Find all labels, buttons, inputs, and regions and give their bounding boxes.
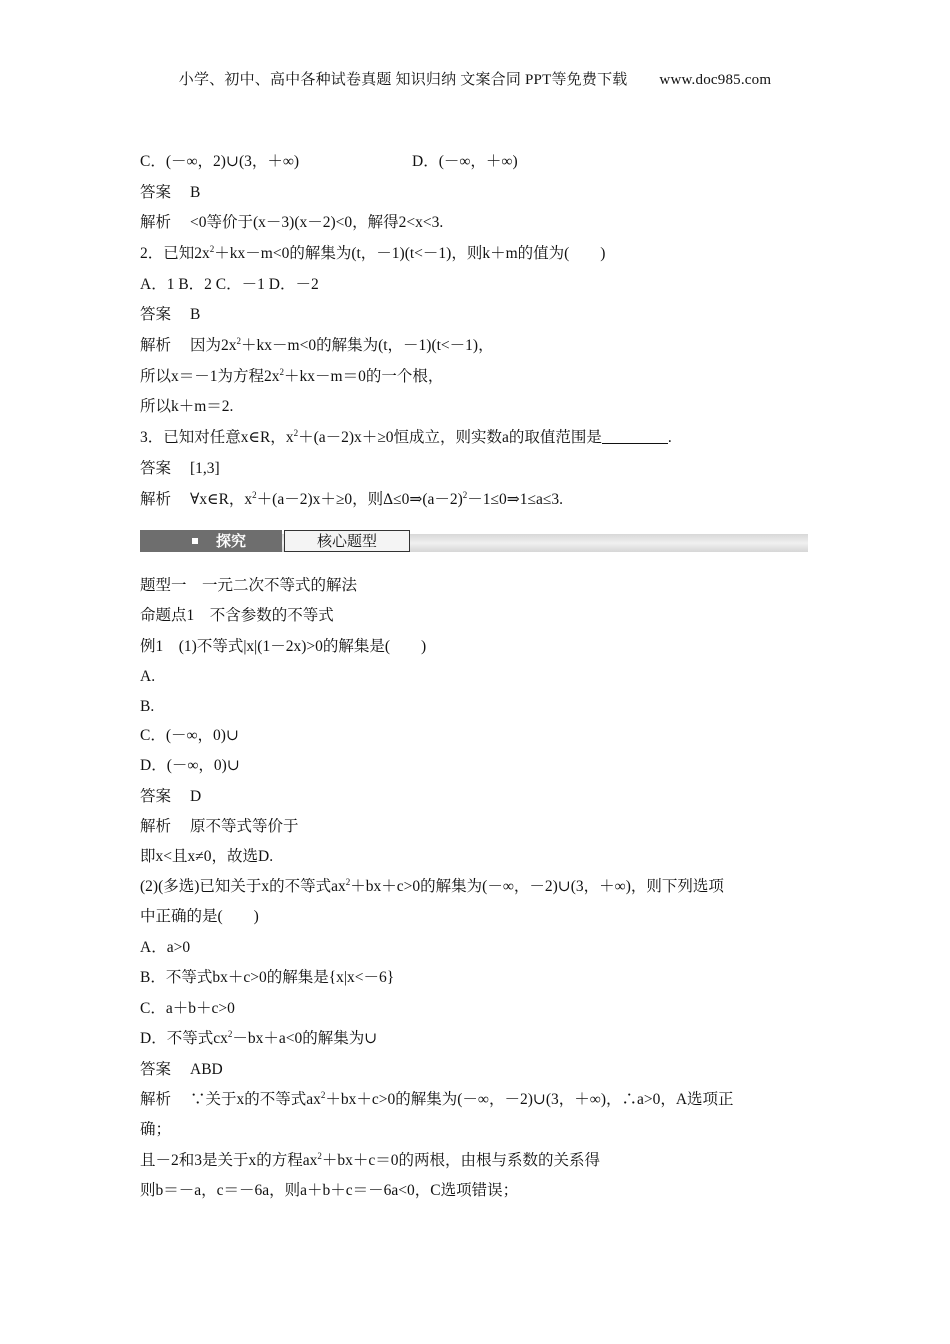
section-banner [140, 530, 808, 556]
exponent: 2 [227, 1029, 233, 1039]
banner-dark-block [140, 530, 282, 552]
q1-analysis [140, 213, 443, 233]
answer-tag: 答案 [140, 460, 172, 477]
header-site: www.doc985.com [659, 72, 772, 88]
ex2-option-a: A．a>0 [140, 939, 191, 956]
q2-analysis-part2: ＋kx－m<0的解集为(t，－1)(t<－1)， [241, 337, 494, 354]
q2-stem [140, 244, 605, 264]
q1-answer-value: B [190, 184, 201, 201]
q2-stem-part1: 2．已知2x [140, 245, 210, 262]
ex2-analysis-line2: 确； [140, 1121, 172, 1138]
exponent: 2 [462, 490, 468, 500]
ex1-answer-value: D [190, 788, 202, 805]
page-header [0, 68, 950, 89]
ex2-analysis-line3 [140, 1151, 600, 1171]
ex2-stem-part1: (2)(多选)已知关于x的不等式ax [140, 878, 346, 895]
ex1-option-b: B. [140, 698, 155, 715]
ex1-analysis-text: 原不等式等价于 [190, 818, 299, 835]
ex2-stem-part2: ＋bx＋c>0的解集为(－∞，－2)∪(3，＋∞)，则下列选项 [350, 878, 724, 895]
q2-line2-part2: ＋kx－m＝0的一个根， [284, 368, 444, 385]
ex1-stem: 例1 (1)不等式|x|(1－2x)>0的解集是( ) [140, 638, 427, 655]
q2-stem-part2: ＋kx－m<0的解集为(t，－1)(t<－1)，则k＋m的值为( ) [214, 245, 606, 262]
q1-analysis-text: <0等价于(x－3)(x－2)<0，解得2<x<3. [190, 214, 444, 231]
q1-option-c: C．(－∞，2)∪(3，＋∞) [140, 153, 300, 170]
ex2-option-d [140, 1029, 377, 1049]
exponent: 2 [293, 428, 299, 438]
q2-line2-part1: 所以x＝－1为方程2x [140, 368, 280, 385]
ex2-stem [140, 877, 724, 897]
ex1-option-c: C．(－∞，0)∪ [140, 727, 239, 744]
ex1-answer [140, 787, 201, 807]
analysis-tag: 解析 [140, 818, 172, 835]
ex2-analysis-line4: 则b＝－a，c＝－6a，则a＋b＋c＝－6a<0，C选项错误； [140, 1182, 519, 1199]
answer-tag: 答案 [140, 1061, 172, 1078]
point-title: 命题点1 不含参数的不等式 [140, 607, 334, 624]
type-title: 题型一 一元二次不等式的解法 [140, 577, 358, 594]
q1-options [140, 152, 518, 172]
q3-stem-part1: 3．已知对任意x∈R，x [140, 429, 294, 446]
q2-answer [140, 305, 200, 325]
header-text: 小学、初中、高中各种试卷真题 知识归纳 文案合同 PPT等免费下载 [178, 72, 628, 88]
q2-analysis-line2 [140, 367, 443, 387]
ex2-option-b: B．不等式bx＋c>0的解集是{x|x<－6} [140, 969, 395, 986]
analysis-tag: 解析 [140, 214, 172, 231]
ex2-stem-line2: 中正确的是( ) [140, 908, 259, 925]
answer-blank [602, 429, 668, 444]
q2-options: A．1 B．2 C．－1 D．－2 [140, 276, 319, 293]
banner-label-right: 核心题型 [284, 530, 410, 552]
q3-stem-part2: ＋(a－2)x＋≥0恒成立，则实数a的取值范围是 [298, 429, 602, 446]
exponent: 2 [209, 244, 215, 254]
analysis-tag: 解析 [140, 337, 172, 354]
exponent: 2 [345, 877, 351, 887]
analysis-tag: 解析 [140, 1091, 172, 1108]
answer-tag: 答案 [140, 788, 172, 805]
q3-answer [140, 459, 220, 479]
q3-analysis [140, 490, 563, 510]
ex1-option-a: A. [140, 668, 156, 685]
answer-tag: 答案 [140, 306, 172, 323]
ex2-answer-value: ABD [190, 1061, 223, 1078]
q3-analysis-part3: －1≤0⇒1≤a≤3. [467, 491, 564, 508]
ex2-line3-part2: ＋bx＋c＝0的两根，由根与系数的关系得 [321, 1152, 601, 1169]
q3-analysis-part2: ＋(a－2)x＋≥0，则Δ≤0⇒(a－2) [256, 491, 463, 508]
exponent: 2 [317, 1151, 322, 1161]
q3-stem [140, 428, 672, 448]
ex2-option-d-part2: －bx＋a<0的解集为∪ [232, 1030, 378, 1047]
q2-analysis-line3: 所以k＋m＝2. [140, 398, 234, 415]
ex2-option-d-part1: D．不等式cx [140, 1030, 228, 1047]
q2-analysis-part1: 因为2x [190, 337, 237, 354]
answer-tag: 答案 [140, 184, 172, 201]
exponent: 2 [236, 336, 242, 346]
ex2-analysis [140, 1090, 734, 1110]
ex1-analysis [140, 817, 299, 837]
exponent: 2 [279, 367, 285, 377]
q2-analysis [140, 336, 494, 356]
ex2-line3-part1: 且－2和3是关于x的方程ax [140, 1152, 318, 1169]
q3-analysis-part1: ∀x∈R，x [190, 491, 253, 508]
ex2-analysis-part1: ∵关于x的不等式ax [190, 1091, 321, 1108]
q3-stem-end: . [667, 429, 672, 446]
ex2-option-c: C．a＋b＋c>0 [140, 1000, 235, 1017]
ex2-analysis-part2: ＋bx＋c>0的解集为(－∞，－2)∪(3，＋∞)，∴a>0，A选项正 [325, 1091, 734, 1108]
ex1-analysis-line2: 即x<且x≠0，故选D. [140, 848, 274, 865]
ex1-option-d: D．(－∞，0)∪ [140, 757, 240, 774]
analysis-tag: 解析 [140, 491, 172, 508]
q1-option-d: D．(－∞，＋∞) [412, 153, 518, 170]
q2-answer-value: B [190, 306, 201, 323]
square-bullet-icon [192, 538, 198, 544]
exponent: 2 [252, 490, 257, 500]
exponent: 2 [320, 1090, 326, 1100]
q1-answer [140, 183, 200, 203]
q3-answer-value: [1,3] [190, 460, 220, 477]
ex2-answer [140, 1060, 223, 1080]
banner-label-left: 探究 [216, 532, 247, 550]
